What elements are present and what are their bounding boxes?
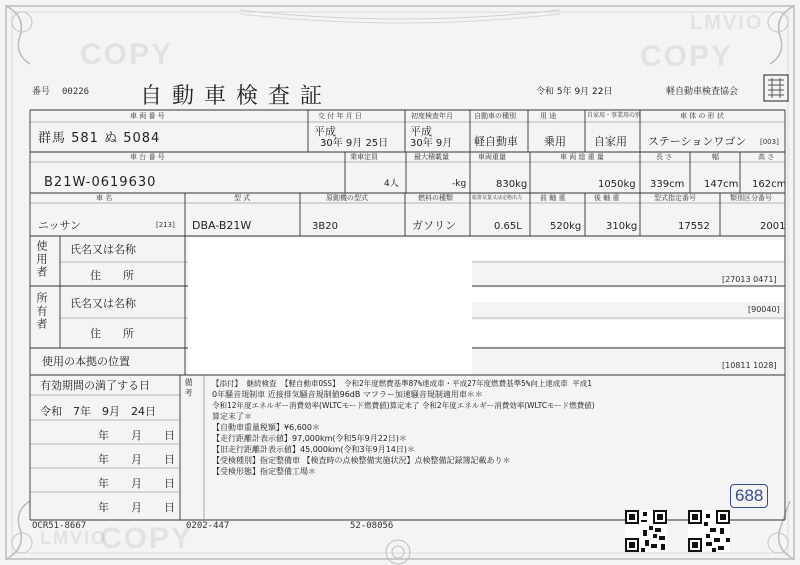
remarks-line: 【走行距離計表示値】97,000km(令和5年9月22日)＊ — [212, 434, 408, 443]
type-number-value: 17552 — [678, 221, 710, 232]
maker-value: ニッサン — [38, 219, 82, 232]
copy-watermark: COPY — [80, 38, 174, 71]
user-name-label: 氏名又は名称 — [70, 243, 136, 256]
expiry-blank-row: 年 月 日 — [98, 429, 175, 442]
expiry-blank-row: 年 月 日 — [98, 501, 175, 514]
remarks-line: 【受検形態】指定整備工場＊ — [212, 467, 316, 476]
owner-address-label: 住 所 — [90, 327, 134, 340]
displacement-label: 総排気量又は定格出力 — [472, 195, 523, 201]
category-number-value: 2001 — [760, 221, 786, 232]
vehicle-kind-value: 軽自動車 — [474, 135, 518, 148]
gross-weight-label: 車 両 総 重 量 — [560, 153, 604, 161]
user-side-label: 使用者 — [35, 240, 48, 279]
model-label: 型 式 — [234, 194, 251, 202]
length-label: 長 さ — [656, 153, 673, 161]
redacted-area — [472, 240, 784, 260]
chassis-label: 車 台 番 号 — [130, 153, 165, 161]
displacement-value: 0.65L — [494, 221, 522, 232]
remarks-line: 【添付】 継続検査 【軽自動車OSS】 令和2年度燃費基準87%達成車・平成27年度燃費基準5%向上達成車 平成1 — [212, 379, 592, 388]
lmvio-watermark: LMVIO — [690, 12, 764, 34]
serial-label: 番号 — [32, 87, 51, 97]
remarks-line: 【自動車重量税額】¥6,600＊ — [212, 423, 320, 432]
issue-date-header: 交 付 年 月 日 — [318, 112, 362, 120]
user-code: [27013 0471] — [722, 275, 777, 284]
use-value: 乗用 — [544, 135, 566, 148]
document-title: 自動車検査証 — [140, 84, 333, 109]
chassis-value: B21W-0619630 — [44, 175, 157, 190]
width-value: 147cm — [704, 179, 739, 190]
issue-date-value: 30年 9月 25日 — [320, 138, 389, 149]
first-reg-label: 初度検査年月 — [411, 112, 453, 120]
rear-axle-value: 310kg — [606, 221, 638, 232]
weight-value: 830kg — [496, 179, 528, 190]
fuel-label: 燃料の種類 — [418, 194, 453, 202]
qr-code-icon — [625, 510, 667, 552]
redacted-area — [472, 320, 784, 346]
type-number-label: 型式指定番号 — [654, 194, 696, 202]
copy-watermark: COPY — [640, 40, 734, 73]
purpose-value: 自家用 — [594, 135, 627, 148]
gross-weight-value: 1050kg — [598, 179, 636, 190]
handwritten-number: 688 — [730, 484, 768, 508]
model-value: DBA-B21W — [192, 219, 252, 232]
issue-date: 令和 5年 9月 22日 — [536, 87, 613, 97]
redacted-area — [188, 238, 472, 374]
form-number: OCR51-8667 — [32, 521, 87, 531]
issuer-name: 軽自動車検査協会 — [666, 87, 739, 97]
serial-value: 00226 — [62, 87, 90, 97]
capacity-value: 4人 — [384, 179, 399, 189]
capacity-label: 乗車定員 — [350, 153, 378, 161]
expiry-label: 有効期間の満了する日 — [40, 379, 150, 392]
base-location-code: [10811 1028] — [722, 361, 777, 370]
maker-code: [213] — [156, 221, 175, 229]
owner-code: [90040] — [748, 305, 780, 314]
first-reg-value: 30年 9月 — [410, 138, 453, 149]
plate-value: 群馬 581 ぬ 5084 — [38, 131, 161, 146]
fuel-value: ガソリン — [412, 219, 456, 232]
body-shape-code: [003] — [760, 138, 779, 146]
rear-axle-label: 後 軸 重 — [594, 194, 620, 202]
first-reg-era: 平成 — [410, 125, 432, 138]
copy-watermark: COPY — [100, 522, 194, 555]
height-label: 高 さ — [758, 153, 775, 161]
max-load-value: -kg — [452, 179, 467, 189]
remarks-line: 算定末了＊ — [212, 412, 252, 421]
remarks-line: 【旧走行距離計表示値】45,000km(令和3年9月14日)＊ — [212, 445, 416, 454]
height-value: 162cm — [752, 179, 787, 190]
remarks-line: 令和12年度エネルギー消費効率(WLTCモード燃費値)算定末了 令和2年度エネルギー消費効率(WLTCモード燃費値) — [212, 401, 595, 410]
remarks-label: 備 考 — [184, 378, 193, 397]
base-location-label: 使用の本拠の位置 — [42, 355, 130, 368]
lmvio-watermark: LMVIO — [40, 528, 107, 548]
expiry-blank-row: 年 月 日 — [98, 477, 175, 490]
vehicle-kind-label: 自動車の種別 — [474, 112, 516, 120]
body-shape-label: 車 体 の 形 状 — [680, 112, 724, 120]
footer-code-2: 52-08056 — [350, 521, 394, 531]
expiry-blank-row: 年 月 日 — [98, 453, 175, 466]
maker-label: 車 名 — [96, 194, 113, 202]
use-label: 用 途 — [540, 112, 557, 120]
owner-side-label: 所有者 — [35, 292, 48, 331]
plate-label: 車 両 番 号 — [130, 112, 165, 120]
issue-era: 平成 — [314, 125, 336, 138]
engine-label: 原動機の型式 — [326, 194, 368, 202]
engine-value: 3B20 — [312, 221, 338, 232]
user-address-label: 住 所 — [90, 269, 134, 282]
length-value: 339cm — [650, 179, 685, 190]
weight-label: 車両重量 — [478, 153, 506, 161]
front-axle-label: 前 軸 重 — [540, 194, 566, 202]
remarks-block — [212, 378, 782, 477]
purpose-label: 自家用・事業用の別 — [587, 112, 642, 119]
remarks-line: 0年騒音規制車 近接排気騒音規制値96dB マフラー加速騒音規制適用車＊＊ — [212, 390, 483, 399]
body-shape-value: ステーションワゴン — [648, 135, 747, 148]
redacted-area — [472, 288, 784, 302]
expiry-date: 令和 7年 9月 24日 — [40, 405, 156, 418]
owner-name-label: 氏名又は名称 — [70, 297, 136, 310]
max-load-label: 最大積載量 — [414, 153, 449, 161]
remarks-line: 【受検種別】指定整備車 【検査時の点検整備実施状況】点検整備記録簿記載あり＊ — [212, 456, 511, 465]
width-label: 幅 — [712, 153, 719, 161]
category-number-label: 類別区分番号 — [730, 194, 772, 202]
front-axle-value: 520kg — [550, 221, 582, 232]
qr-code-icon — [688, 510, 730, 552]
footer-code-1: 0202-447 — [186, 521, 230, 531]
